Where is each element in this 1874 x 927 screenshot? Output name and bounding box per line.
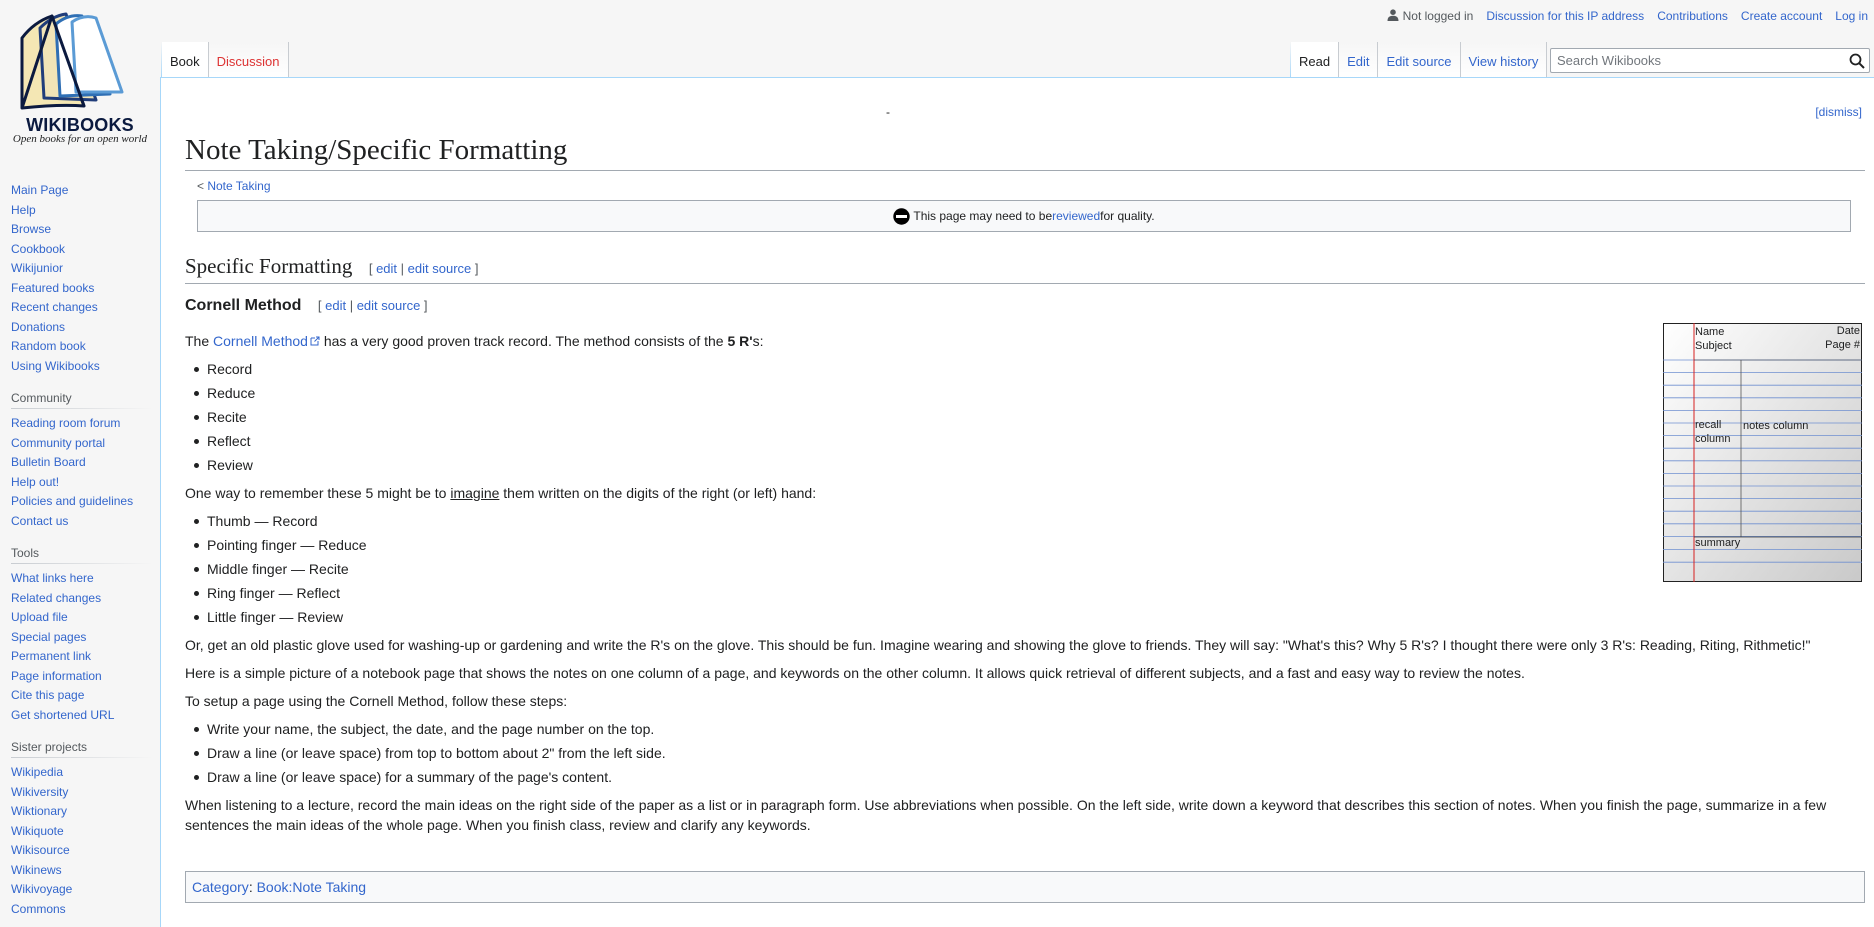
remember-pre: One way to remember these 5 might be to <box>185 485 451 501</box>
user-icon <box>1387 9 1399 21</box>
wikibooks-logo-icon <box>0 0 160 115</box>
setup-paragraph: To setup a page using the Cornell Method, follow these steps: <box>185 693 568 709</box>
search-box <box>1550 48 1870 73</box>
not-logged-in-label: Not logged in <box>1402 9 1474 23</box>
remember-post: them written on the digits of the right (or left) hand: <box>499 485 817 501</box>
list-item: Record <box>207 359 1840 379</box>
breadcrumb <box>197 179 271 193</box>
cornell-notes-figure[interactable] <box>1663 323 1862 582</box>
view-tabs <box>1290 42 1547 78</box>
cornell-method-link-text: Cornell Method <box>213 333 308 349</box>
category-colon: : <box>248 879 257 895</box>
cornell-method-link[interactable] <box>213 333 320 349</box>
intro-bold: 5 R' <box>727 333 753 349</box>
search-icon[interactable] <box>1849 53 1865 69</box>
sidebar-item-browse[interactable]: Browse <box>11 222 52 236</box>
figure-recall-label: recall <box>1695 419 1722 431</box>
bracket-open: [ <box>317 298 326 313</box>
list-item: Draw a line (or leave space) for a summary of the page's content. <box>207 767 1840 787</box>
category-links <box>185 871 1865 903</box>
sidebar-item-related-changes[interactable]: Related changes <box>11 590 102 605</box>
list-item: Ring finger — Reflect <box>207 583 1840 603</box>
sidebar-item-wikipedia[interactable]: Wikipedia <box>11 765 64 779</box>
quality-text-pre: This page may need to be <box>913 209 1053 223</box>
section-heading-specific-formatting <box>185 254 1865 284</box>
tools-heading: Tools <box>11 546 152 564</box>
sidebar-item-bulletin-board[interactable]: Bulletin Board <box>11 455 86 469</box>
glove-paragraph: Or, get an old plastic glove used for washing-up or gardening and write the R's on the glove. This should be fun. Imagine wearing and showing the glove to friends. They will say: "What's this? Why 5 R's? I thought there were only 3 R's: Reading, Riting, Rithmetic!" <box>185 637 1811 653</box>
contributions-link[interactable]: Contributions <box>1657 9 1728 23</box>
sidebar-item-wikijunior[interactable]: Wikijunior <box>11 261 64 275</box>
sidebar-tools <box>11 546 152 726</box>
breadcrumb-link[interactable]: Note Taking <box>207 179 271 193</box>
bracket-close: ] <box>471 261 479 276</box>
sidebar-item-random-book[interactable]: Random book <box>11 339 86 353</box>
not-logged-in <box>1387 9 1474 23</box>
bracket-open: [ <box>368 261 377 276</box>
sidebar <box>0 182 160 920</box>
figure-subject-label: Subject <box>1695 340 1732 352</box>
community-heading: Community <box>11 391 152 409</box>
tab-edit-source[interactable]: Edit source <box>1378 42 1460 78</box>
subsection-edit-link[interactable]: edit <box>325 298 347 313</box>
intro-mid: has a very good proven track record. The method consists of the <box>319 333 728 349</box>
section-title: Specific Formatting <box>185 254 353 278</box>
list-item: Little finger — Review <box>207 607 1840 627</box>
list-item: Middle finger — Recite <box>207 559 1840 579</box>
edit-separator: | <box>346 298 357 313</box>
sidebar-item-shortened-url[interactable]: Get shortened URL <box>11 707 115 722</box>
sidebar-item-wiktionary[interactable]: Wiktionary <box>11 804 68 818</box>
logo-wordmark: WIKIBOOKS <box>26 115 134 135</box>
sidebar-item-community-portal[interactable]: Community portal <box>11 435 106 450</box>
picture-paragraph: Here is a simple picture of a notebook page that shows the notes on one column of a page, and keywords on the other column. It allows quick retrieval of different subjects, and a fast and easy way to review the notes. <box>185 665 1525 681</box>
sidebar-item-wikisource[interactable]: Wikisource <box>11 843 70 857</box>
personal-tools <box>1387 9 1868 23</box>
logo-tagline: Open books for an open world <box>12 133 148 145</box>
sidebar-item-donations[interactable]: Donations <box>11 319 66 334</box>
breadcrumb-prefix: < <box>197 179 208 193</box>
no-entry-icon <box>893 208 910 225</box>
sidebar-item-featured-books[interactable]: Featured books <box>11 280 95 295</box>
steps-list <box>185 719 1840 787</box>
sidebar-item-recent-changes[interactable]: Recent changes <box>11 300 98 314</box>
sidebar-item-wikivoyage[interactable]: Wikivoyage <box>11 882 73 896</box>
imagine-word: imagine <box>450 485 500 501</box>
sidebar-item-wikiversity[interactable]: Wikiversity <box>11 784 69 799</box>
create-account-link[interactable]: Create account <box>1740 9 1823 23</box>
sidebar-item-upload-file[interactable]: Upload file <box>11 610 68 624</box>
reviewed-link[interactable]: reviewed <box>1052 209 1101 223</box>
section-edit-links <box>369 261 479 276</box>
sidebar-item-policies[interactable]: Policies and guidelines <box>11 494 134 508</box>
sidebar-item-reading-room[interactable]: Reading room forum <box>11 416 121 430</box>
sidebar-item-what-links-here[interactable]: What links here <box>11 571 94 585</box>
sidebar-item-commons[interactable]: Commons <box>11 901 66 916</box>
search-input[interactable] <box>1551 49 1831 71</box>
tab-edit[interactable]: Edit <box>1339 42 1378 78</box>
figure-notes-label: notes column <box>1743 420 1809 432</box>
sidebar-item-help-out[interactable]: Help out! <box>11 474 60 489</box>
tab-book[interactable]: Book <box>162 42 209 78</box>
list-item: Recite <box>207 407 1840 427</box>
sidebar-item-special-pages[interactable]: Special pages <box>11 629 87 644</box>
intro-paragraph <box>185 331 1840 351</box>
intro-pre: The <box>185 333 214 349</box>
figure-column-label: column <box>1695 433 1731 445</box>
quality-notice <box>197 200 1851 232</box>
sidebar-item-using-wikibooks[interactable]: Using Wikibooks <box>11 358 100 373</box>
tab-view-history[interactable]: View history <box>1461 42 1548 78</box>
section-edit-link[interactable]: edit <box>376 261 398 276</box>
figure-page-label: Page # <box>1825 339 1860 351</box>
tab-read[interactable]: Read <box>1291 42 1339 78</box>
intro-post: s: <box>752 333 764 349</box>
quality-text-post: for quality. <box>1100 209 1155 223</box>
sidebar-sister-projects <box>11 740 152 920</box>
subsection-edit-source-link[interactable]: edit source <box>356 298 421 313</box>
sister-heading: Sister projects <box>11 740 152 758</box>
list-item: Pointing finger — Reduce <box>207 535 1840 555</box>
sidebar-item-wikiquote[interactable]: Wikiquote <box>11 823 64 838</box>
page-title: Note Taking/Specific Formatting <box>185 130 1865 171</box>
figure-summary-label: summary <box>1695 537 1741 549</box>
site-notice: - <box>886 105 890 119</box>
site-logo[interactable] <box>0 0 160 150</box>
list-item: Review <box>207 455 1840 475</box>
tab-discussion[interactable]: Discussion <box>209 42 289 78</box>
list-item: Write your name, the subject, the date, and the page number on the top. <box>207 719 1840 739</box>
sidebar-item-page-information[interactable]: Page information <box>11 668 102 683</box>
log-in-link[interactable]: Log in <box>1835 9 1868 23</box>
sidebar-community <box>11 391 152 532</box>
subsection-edit-links <box>318 298 428 313</box>
list-item: Draw a line (or leave space) from top to bottom about 2" from the left side. <box>207 743 1840 763</box>
sidebar-item-main-page[interactable]: Main Page <box>11 183 69 197</box>
list-item: Thumb — Record <box>207 511 1840 531</box>
category-note-taking-link[interactable]: Book:Note Taking <box>256 879 367 895</box>
sidebar-item-help[interactable]: Help <box>11 202 36 217</box>
subsection-title: Cornell Method <box>185 297 302 314</box>
category-label-link[interactable]: Category <box>192 879 249 895</box>
sidebar-navigation <box>11 182 152 377</box>
rs-list <box>185 359 1840 475</box>
fingers-list <box>185 511 1840 627</box>
external-link-icon <box>310 336 320 346</box>
subsection-heading-cornell <box>185 297 428 315</box>
lecture-paragraph: When listening to a lecture, record the main ideas on the right side of the paper as a list or in paragraph form. Use abbreviations when possible. On the left side, write down a keyword that describes this section of notes. When you finish the page, summarize in a few sentences the main ideas of the whole page. When you finish class, review and clarify any keywords. <box>185 797 1827 833</box>
edit-separator: | <box>397 261 408 276</box>
cornell-page-diagram <box>1663 323 1862 582</box>
bracket-close: ] <box>420 298 428 313</box>
figure-date-label: Date <box>1836 325 1860 337</box>
list-item: Reflect <box>207 431 1840 451</box>
section-edit-source-link[interactable]: edit source <box>407 261 472 276</box>
sidebar-item-permanent-link[interactable]: Permanent link <box>11 649 92 663</box>
sidebar-item-cookbook[interactable]: Cookbook <box>11 241 66 256</box>
content-area <box>160 77 1874 927</box>
dismiss-link[interactable]: [dismiss] <box>1815 105 1862 119</box>
namespace-tabs <box>161 42 289 78</box>
sidebar-item-cite-this-page[interactable]: Cite this page <box>11 688 85 702</box>
discussion-ip-link[interactable]: Discussion for this IP address <box>1486 9 1645 23</box>
sidebar-item-contact-us[interactable]: Contact us <box>11 513 69 528</box>
article-body <box>185 331 1840 843</box>
remember-paragraph <box>185 483 1840 503</box>
list-item: Reduce <box>207 383 1840 403</box>
figure-name-label: Name <box>1695 326 1725 338</box>
sidebar-item-wikinews[interactable]: Wikinews <box>11 862 62 877</box>
